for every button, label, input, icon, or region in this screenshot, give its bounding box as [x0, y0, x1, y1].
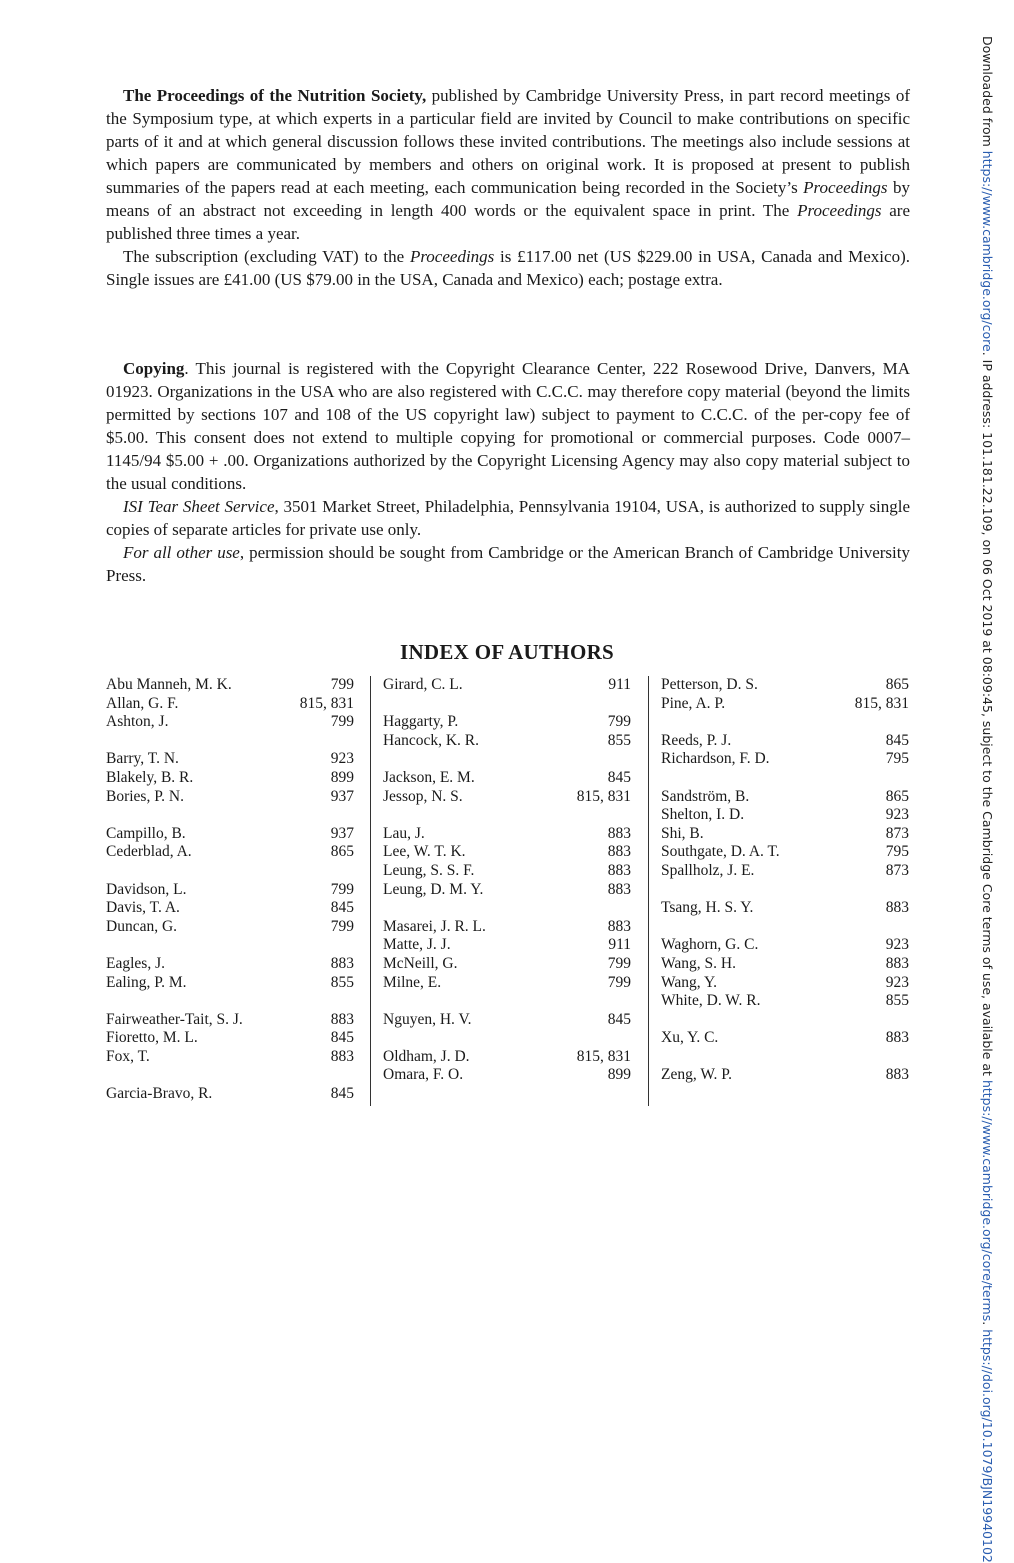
author-name: Eagles, J.: [106, 954, 165, 972]
proceedings-text-a: published by Cambridge University Press, in part record meetings of the Symposium type, at which experts in a particular field are invited by Council to make contributions on specific parts of it and at which general discussion follows these invited contributions. The meetings also include sessions at which papers are communicated by members and others on original work. It is proposed at present to publish summaries of the papers read at each meeting, each communication being recorded in the Society’s: [106, 86, 910, 197]
author-name: Matte, J. J.: [383, 936, 451, 954]
author-entry: [661, 676, 909, 695]
author-pages: 923: [885, 806, 909, 824]
letter-gap: [383, 899, 631, 918]
author-name: Spallholz, J. E.: [661, 861, 755, 879]
author-entry: [661, 825, 909, 844]
author-pages: 845: [330, 1085, 354, 1103]
author-entry: [661, 843, 909, 862]
other-use-italic: For all other use: [123, 543, 240, 562]
author-name: Campillo, B.: [106, 824, 186, 842]
author-name: Reeds, P. J.: [661, 731, 732, 749]
author-name: Tsang, H. S. Y.: [661, 899, 754, 917]
author-name: Barry, T. N.: [106, 750, 179, 768]
author-name: Pine, A. P.: [661, 694, 726, 712]
author-entry: [661, 992, 909, 1011]
letter-gap: [106, 862, 354, 881]
author-pages: 883: [885, 899, 909, 917]
other-use-paragraph: [106, 541, 910, 587]
author-entry: [106, 1048, 354, 1067]
download-notice-sidebar: [975, 36, 999, 1563]
author-entry: [106, 974, 354, 993]
author-name: McNeill, G.: [383, 954, 458, 972]
proceedings-italic-1: Proceedings: [803, 178, 888, 197]
author-name: Leung, S. S. F.: [383, 861, 475, 879]
author-name: Blakely, B. R.: [106, 768, 194, 786]
author-entry: [383, 955, 631, 974]
author-entry: [661, 806, 909, 825]
letter-gap: [383, 750, 631, 769]
author-pages: 937: [330, 824, 354, 842]
author-pages: 815, 831: [299, 694, 354, 712]
author-pages: 883: [607, 917, 631, 935]
author-name: Allan, G. F.: [106, 694, 179, 712]
author-name: Lee, W. T. K.: [383, 843, 466, 861]
author-entry: [383, 1011, 631, 1030]
author-pages: 883: [607, 824, 631, 842]
copying-paragraph-1: [106, 357, 910, 495]
proceedings-paragraph-1: [106, 84, 910, 245]
author-name: Lau, J.: [383, 824, 425, 842]
author-name: Shi, B.: [661, 824, 704, 842]
author-pages: 815, 831: [576, 787, 631, 805]
author-entry: [661, 1029, 909, 1048]
letter-gap: [383, 1029, 631, 1048]
author-entry: [383, 788, 631, 807]
author-name: Jessop, N. S.: [383, 787, 463, 805]
notice-sep: .: [980, 1321, 995, 1330]
index-column-2: [383, 676, 631, 1085]
author-pages: 799: [330, 713, 354, 731]
letter-gap: [106, 936, 354, 955]
proceedings-text-c: are published three times a year.: [106, 201, 910, 243]
author-entry: [661, 695, 909, 714]
author-pages: 795: [885, 843, 909, 861]
author-pages: 795: [885, 750, 909, 768]
isi-text: , 3501 Market Street, Philadelphia, Pennsylvania 19104, USA, is authorized to supply single copies of separate articles for private use only.: [106, 497, 911, 539]
author-pages: 883: [330, 1047, 354, 1065]
column-divider-1: [370, 676, 371, 1106]
author-entry: [383, 918, 631, 937]
author-pages: 845: [885, 731, 909, 749]
author-name: Ealing, P. M.: [106, 973, 187, 991]
isi-paragraph: [106, 495, 910, 541]
author-pages: 873: [885, 824, 909, 842]
author-pages: 883: [330, 954, 354, 972]
author-name: Waghorn, G. C.: [661, 936, 759, 954]
author-name: Masarei, J. R. L.: [383, 917, 486, 935]
author-pages: 923: [330, 750, 354, 768]
author-name: Bories, P. N.: [106, 787, 184, 805]
author-entry: [106, 769, 354, 788]
author-pages: 845: [607, 1010, 631, 1028]
subscription-italic: Proceedings: [409, 247, 495, 266]
author-name: Milne, E.: [383, 973, 442, 991]
author-entry: [383, 862, 631, 881]
author-pages: 899: [330, 768, 354, 786]
author-pages: 911: [608, 936, 631, 954]
author-pages: 873: [885, 861, 909, 879]
author-entry: [383, 676, 631, 695]
author-pages: 799: [330, 880, 354, 898]
author-pages: 883: [607, 861, 631, 879]
index-title: INDEX OF AUTHORS: [399, 640, 615, 664]
author-name: Abu Manneh, M. K.: [106, 676, 232, 693]
author-name: Omara, F. O.: [383, 1066, 464, 1084]
author-entry: [106, 899, 354, 918]
notice-prefix: Downloaded from: [980, 36, 995, 151]
author-pages: 855: [885, 992, 909, 1010]
author-pages: 883: [885, 1066, 909, 1084]
author-entry: [661, 732, 909, 751]
author-entry: [661, 862, 909, 881]
author-name: Petterson, D. S.: [661, 676, 758, 693]
author-pages: 865: [885, 787, 909, 805]
letter-gap: [661, 769, 909, 788]
author-name: Ashton, J.: [106, 713, 169, 731]
proceedings-title: The Proceedings of the Nutrition Society,: [123, 86, 427, 105]
subscription-paragraph: [106, 245, 910, 291]
author-entry: [661, 1066, 909, 1085]
author-pages: 855: [330, 973, 354, 991]
author-name: Oldham, J. D.: [383, 1047, 470, 1065]
author-entry: [106, 825, 354, 844]
author-name: Xu, Y. C.: [661, 1029, 719, 1047]
author-entry: [106, 881, 354, 900]
author-pages: 883: [885, 954, 909, 972]
author-entry: [106, 843, 354, 862]
letter-gap: [661, 1048, 909, 1067]
author-name: White, D. W. R.: [661, 992, 761, 1010]
other-use-text: , permission should be sought from Cambridge or the American Branch of Cambridge University Press.: [106, 543, 910, 585]
author-entry: [661, 955, 909, 974]
author-entry: [106, 788, 354, 807]
author-pages: 865: [330, 843, 354, 861]
author-name: Leung, D. M. Y.: [383, 880, 484, 898]
copying-title: Copying: [123, 359, 185, 378]
author-pages: 815, 831: [576, 1047, 631, 1065]
author-pages: 815, 831: [854, 694, 909, 712]
author-name: Nguyen, H. V.: [383, 1010, 472, 1028]
author-pages: 937: [330, 787, 354, 805]
author-entry: [383, 843, 631, 862]
index-column-3: [661, 676, 909, 1085]
author-pages: 799: [330, 917, 354, 935]
author-entry: [661, 788, 909, 807]
letter-gap: [661, 713, 909, 732]
index-column-1: [106, 676, 354, 1104]
author-name: Duncan, G.: [106, 917, 178, 935]
copying-section: [106, 357, 910, 587]
author-name: Southgate, D. A. T.: [661, 843, 780, 861]
author-pages: 923: [885, 936, 909, 954]
author-entry: [661, 974, 909, 993]
author-entry: [106, 1029, 354, 1048]
author-name: Wang, S. H.: [661, 954, 736, 972]
author-pages: 799: [607, 973, 631, 991]
author-pages: 845: [607, 768, 631, 786]
letter-gap: [106, 806, 354, 825]
letter-gap: [661, 881, 909, 900]
letter-gap: [383, 992, 631, 1011]
letter-gap: [661, 918, 909, 937]
author-entry: [106, 1011, 354, 1030]
author-name: Haggarty, P.: [383, 713, 459, 731]
terms-link[interactable]: https://www.cambridge.org/core/terms: [980, 1079, 995, 1322]
author-name: Jackson, E. M.: [383, 768, 475, 786]
author-entry: [383, 713, 631, 732]
author-entry: [106, 955, 354, 974]
doi-link[interactable]: https://doi.org/10.1079/BJN19940102: [980, 1329, 995, 1563]
author-entry: [661, 750, 909, 769]
letter-gap: [106, 732, 354, 751]
author-entry: [106, 918, 354, 937]
author-pages: 845: [330, 1029, 354, 1047]
author-pages: 911: [608, 676, 631, 693]
author-name: Garcia-Bravo, R.: [106, 1085, 213, 1103]
author-entry: [106, 676, 354, 695]
author-pages: 855: [607, 731, 631, 749]
letter-gap: [383, 806, 631, 825]
author-name: Fairweather-Tait, S. J.: [106, 1010, 243, 1028]
proceedings-text-b: by means of an abstract not exceeding in length 400 words or the equivalent space in print. The: [106, 178, 911, 220]
copying-text: . This journal is registered with the Copyright Clearance Center, 222 Rosewood Drive, Danvers, MA 01923. Organizations in the USA who are also registered with C.C.C. may therefore copy material (beyond the limits permitted by sections 107 and 108 of the US copyright law) subject to payment to C.C.C. of the per-copy fee of $5.00. This consent does not extend to multiple copying for promotional or commercial purposes. Code 0007–1145/94 $5.00 + .00. Organizations authorized by the Copyright Licensing Agency may also copy material subject to the usual conditions.: [106, 359, 910, 493]
author-pages: 799: [607, 713, 631, 731]
author-entry: [383, 974, 631, 993]
author-entry: [383, 769, 631, 788]
author-entry: [661, 936, 909, 955]
subscription-text-a: The subscription (excluding VAT) to the: [123, 247, 410, 266]
author-name: Cederblad, A.: [106, 843, 192, 861]
letter-gap: [106, 1066, 354, 1085]
author-pages: 845: [330, 899, 354, 917]
author-pages: 883: [885, 1029, 909, 1047]
author-entry: [383, 881, 631, 900]
author-pages: 883: [607, 843, 631, 861]
author-pages: 883: [330, 1010, 354, 1028]
author-pages: 899: [607, 1066, 631, 1084]
letter-gap: [106, 992, 354, 1011]
author-name: Hancock, K. R.: [383, 731, 479, 749]
author-name: Davis, T. A.: [106, 899, 180, 917]
author-pages: 883: [607, 880, 631, 898]
author-pages: 923: [885, 973, 909, 991]
author-name: Shelton, I. D.: [661, 806, 745, 824]
proceedings-section: [106, 84, 910, 291]
author-entry: [383, 732, 631, 751]
cambridge-core-link[interactable]: https://www.cambridge.org/core: [980, 150, 995, 352]
notice-middle: . IP address: 101.181.22.109, on 06 Oct 2019 at 08:09:45, subject to the Cambridge Core terms of use, available at: [980, 351, 995, 1080]
author-pages: 799: [330, 676, 354, 693]
author-entry: [106, 750, 354, 769]
author-entry: [106, 695, 354, 714]
proceedings-italic-2: Proceedings: [797, 201, 882, 220]
author-name: Fox, T.: [106, 1047, 150, 1065]
author-pages: 799: [607, 954, 631, 972]
author-pages: 865: [885, 676, 909, 693]
author-entry: [383, 1048, 631, 1067]
isi-italic: ISI Tear Sheet Service: [123, 497, 275, 516]
author-entry: [383, 825, 631, 844]
author-entry: [106, 1085, 354, 1104]
letter-gap: [661, 1011, 909, 1030]
author-name: Zeng, W. P.: [661, 1066, 733, 1084]
author-entry: [383, 936, 631, 955]
download-notice-text: [980, 36, 995, 1563]
subscription-text-b: is £117.00 net (US $229.00 in USA, Canada and Mexico). Single issues are £41.00 (US $79.00 in the USA, Canada and Mexico) each; postage extra.: [106, 247, 910, 289]
author-entry: [383, 1066, 631, 1085]
author-entry: [106, 713, 354, 732]
author-name: Wang, Y.: [661, 973, 718, 991]
author-name: Fioretto, M. L.: [106, 1029, 198, 1047]
author-name: Davidson, L.: [106, 880, 187, 898]
author-name: Sandström, B.: [661, 787, 750, 805]
column-divider-2: [648, 676, 649, 1106]
letter-gap: [383, 695, 631, 714]
author-entry: [661, 899, 909, 918]
author-name: Richardson, F. D.: [661, 750, 770, 768]
author-name: Girard, C. L.: [383, 676, 463, 693]
